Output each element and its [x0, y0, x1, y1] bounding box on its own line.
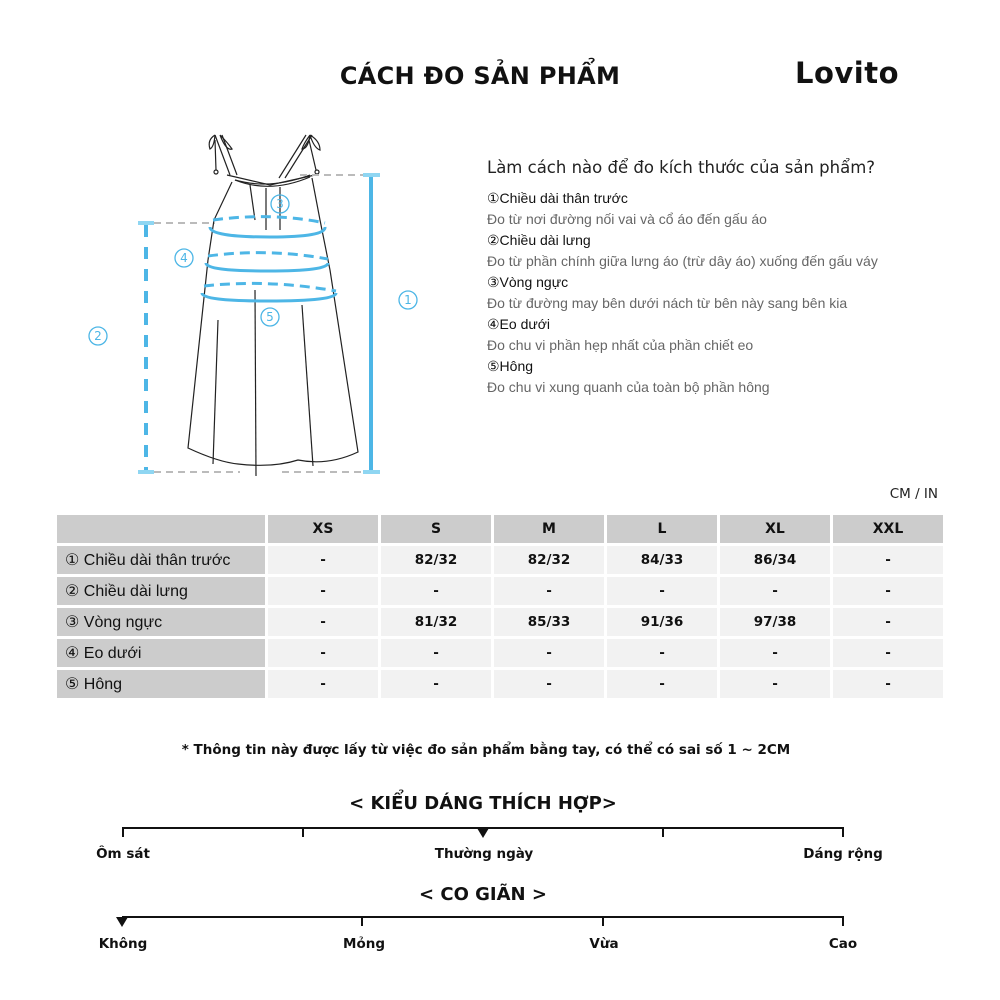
- howto-item-desc: Đo chu vi phần hẹp nhất của phần chiết eo: [487, 337, 754, 353]
- table-cell: -: [607, 639, 717, 667]
- stretch-label-high: Cao: [828, 936, 858, 952]
- table-cell: 86/34: [720, 546, 830, 574]
- table-row: [57, 577, 943, 605]
- stretch-label-slight: Mỏng: [343, 936, 385, 952]
- table-cell: -: [720, 670, 830, 698]
- howto-item: [487, 230, 957, 272]
- howto-item-desc: Đo từ phần chính giữa lưng áo (trừ dây áo) xuống đến gấu váy: [487, 253, 878, 269]
- marker-3: 3: [276, 197, 284, 211]
- table-cell: 82/32: [381, 546, 491, 574]
- howto-item-name: ③Vòng ngực: [487, 274, 569, 290]
- stretch-scale-title: < CO GIÃN >: [419, 884, 547, 905]
- table-cell: -: [720, 639, 830, 667]
- stretch-scale-tick: [602, 916, 604, 926]
- fit-label-loose: Dáng rộng: [803, 846, 883, 862]
- fit-scale-tick: [122, 827, 124, 837]
- row-label: ⑤ Hông: [57, 670, 265, 698]
- marker-1: 1: [404, 293, 412, 307]
- howto-heading: Làm cách nào để đo kích thước của sản phẩm?: [487, 158, 876, 177]
- row-label: ④ Eo dưới: [57, 639, 265, 667]
- column-header: S: [381, 515, 491, 543]
- table-cell: -: [833, 639, 943, 667]
- column-header: M: [494, 515, 604, 543]
- howto-item-desc: Đo từ đường may bên dưới nách từ bên này sang bên kia: [487, 295, 848, 311]
- stretch-label-medium: Vừa: [589, 936, 619, 952]
- howto-item: [487, 188, 957, 230]
- table-cell: -: [833, 577, 943, 605]
- stretch-label-none: Không: [98, 936, 148, 952]
- howto-item-name: ⑤Hông: [487, 358, 534, 374]
- unit-label: CM / IN: [889, 486, 938, 502]
- howto-item-name: ②Chiều dài lưng: [487, 232, 591, 248]
- howto-item-desc: Đo chu vi xung quanh của toàn bộ phần hông: [487, 379, 770, 395]
- size-table: [54, 512, 946, 701]
- fit-scale-title: < KIỂU DÁNG THÍCH HỢP>: [349, 793, 617, 814]
- table-cell: -: [607, 670, 717, 698]
- column-header: XS: [268, 515, 378, 543]
- table-cell: 97/38: [720, 608, 830, 636]
- howto-list: [487, 188, 957, 398]
- fit-scale-tick: [662, 827, 664, 837]
- stretch-scale-line: [122, 916, 844, 918]
- row-label: ② Chiều dài lưng: [57, 577, 265, 605]
- table-header-row: [57, 515, 943, 543]
- table-cell: -: [833, 546, 943, 574]
- marker-5: 5: [266, 310, 274, 324]
- table-cell: -: [833, 608, 943, 636]
- howto-item-name: ④Eo dưới: [487, 316, 551, 332]
- table-corner-cell: [57, 515, 265, 543]
- table-row: [57, 670, 943, 698]
- fit-label-regular: Thường ngày: [434, 846, 534, 862]
- row-label: ① Chiều dài thân trước: [57, 546, 265, 574]
- howto-item-desc: Đo từ nơi đường nối vai và cổ áo đến gấu áo: [487, 211, 767, 227]
- stretch-scale-tick: [361, 916, 363, 926]
- table-row: [57, 608, 943, 636]
- table-cell: -: [268, 608, 378, 636]
- fit-scale-tick: [302, 827, 304, 837]
- table-cell: -: [494, 670, 604, 698]
- marker-4: 4: [180, 251, 188, 265]
- column-header: XL: [720, 515, 830, 543]
- stretch-scale-tick: [842, 916, 844, 926]
- howto-item-name: ①Chiều dài thân trước: [487, 190, 628, 206]
- howto-item: [487, 272, 957, 314]
- table-cell: -: [381, 577, 491, 605]
- table-cell: 84/33: [607, 546, 717, 574]
- table-row: [57, 639, 943, 667]
- table-cell: -: [268, 670, 378, 698]
- stretch-selected-marker-icon: [116, 917, 128, 927]
- table-cell: 91/36: [607, 608, 717, 636]
- marker-2: 2: [94, 329, 102, 343]
- table-cell: -: [268, 577, 378, 605]
- table-cell: 85/33: [494, 608, 604, 636]
- column-header: XXL: [833, 515, 943, 543]
- howto-item: [487, 314, 957, 356]
- howto-item: [487, 356, 957, 398]
- table-cell: 81/32: [381, 608, 491, 636]
- table-cell: -: [833, 670, 943, 698]
- fit-scale-tick: [842, 827, 844, 837]
- row-label: ③ Vòng ngực: [57, 608, 265, 636]
- table-cell: -: [268, 546, 378, 574]
- table-cell: -: [381, 670, 491, 698]
- table-row: [57, 546, 943, 574]
- table-cell: -: [720, 577, 830, 605]
- fit-label-tight: Ôm sát: [96, 846, 150, 862]
- brand-logo: Lovito: [795, 56, 900, 90]
- table-cell: -: [381, 639, 491, 667]
- table-cell: -: [494, 639, 604, 667]
- table-cell: 82/32: [494, 546, 604, 574]
- table-cell: -: [494, 577, 604, 605]
- column-header: L: [607, 515, 717, 543]
- table-cell: -: [607, 577, 717, 605]
- measurement-note: * Thông tin này được lấy từ việc đo sản phẩm bằng tay, có thể có sai số 1 ~ 2CM: [181, 742, 791, 758]
- fit-selected-marker-icon: [477, 828, 489, 838]
- dress-illustration-icon: [80, 130, 440, 490]
- page-title: CÁCH ĐO SẢN PHẨM: [339, 62, 621, 90]
- measurement-diagram: [80, 130, 440, 490]
- table-cell: -: [268, 639, 378, 667]
